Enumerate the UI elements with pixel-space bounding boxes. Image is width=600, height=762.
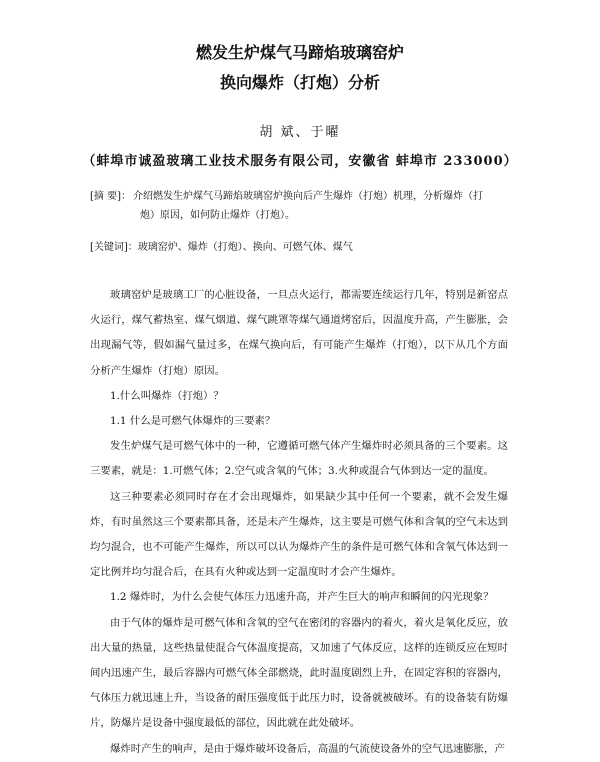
title-line-1: 燃发生炉煤气马蹄焰玻璃窑炉 — [195, 43, 404, 62]
authors: 胡 斌、于曜 — [259, 125, 341, 140]
heading-1-2: 1.2 爆炸时，为什么会使气体压力迅速升高，并产生巨大的响声和瞬间的闪光现象？ — [110, 591, 494, 604]
heading-1: 1.什么叫爆炸（打炮）？ — [110, 389, 224, 402]
abstract-line-1 — [90, 187, 530, 206]
abstract-line-2: 炮）原因，如何防止爆炸（打炮）。 — [140, 210, 295, 221]
keywords-label: [关键词]： — [90, 242, 138, 253]
paragraph-conditions: 这三种要素必须同时存在才会出现爆炸，如果缺少其中任何一个要素，就不会发生爆炸，有时虽然这三个要素都具备，还是未产生爆炸，这主要是可燃气体和含氧的空气未达到均匀混合，也不可能产生爆炸，所以可以认为爆炸产生的条件是可燃气体和含氧气体达到一定比例并均匀混合后，在具有火种或达到一定温度时才会产生爆炸。 — [90, 490, 508, 579]
paragraph-mechanism: 由于气体的爆炸是可燃气体和含氧的空气在密闭的容器内的着火，着火是氧化反应，放出大量的热量，这些热量使混合气体温度提高，又加速了气体反应，这样的连锁反应在短时间内迅速产生，最后容器内可燃气体全部燃烧，此时温度剧烈上升，在固定容积的容器内，气体压力就迅速上升，当设备的耐压强度低于此压力时，设备就被破坏。有的设备装有防爆片，防爆片是设备中强度最低的部位，因此就在此处破坏。 — [90, 616, 508, 730]
paragraph-three-elements: 发生炉煤气是可燃气体中的一种，它遵循可燃气体产生爆炸时必须具备的三个要素。这三要素，就是：1.可燃气体；2.空气或含氧的气体；3.火种或混合气体到达一定的温度。 — [90, 440, 508, 478]
keywords — [90, 238, 530, 253]
heading-1-1: 1.1 什么是可燃气体爆炸的三要素？ — [110, 415, 276, 428]
paragraph-sound: 爆炸时产生的响声，是由于爆炸破坏设备后，高温的气流使设备外的空气迅速膨胀，产 — [110, 742, 505, 755]
title-line-2: 换向爆炸（打炮）分析 — [219, 73, 380, 92]
affiliation: （蚌埠市诚盈玻璃工业技术服务有限公司，安徽省 蚌埠市 233000） — [82, 154, 518, 169]
keywords-text: 玻璃窑炉、爆炸（打炮）、换向、可燃气体、煤气 — [137, 242, 353, 253]
paragraph-intro: 玻璃窑炉是玻璃工厂的心脏设备，一旦点火运行，都需要连续运行几年，特别是新窑点火运行，煤气蓄热室、煤气烟道、煤气跳罩等煤气通道烤窑后，因温度升高，产生膨胀，会出现漏气等，假如漏气量过多，在煤气换向后，有可能产生爆炸（打炮），以下从几个方面分析产生爆炸（打炮）原因。 — [90, 289, 508, 377]
abstract-text-1: 介绍燃发生炉煤气马蹄焰玻璃窑炉换向后产生爆炸（打炮）机理，分析爆炸（打 — [132, 191, 483, 202]
body-text — [90, 283, 508, 762]
abstract — [90, 187, 530, 225]
abstract-label: [摘 要]： — [90, 191, 131, 202]
